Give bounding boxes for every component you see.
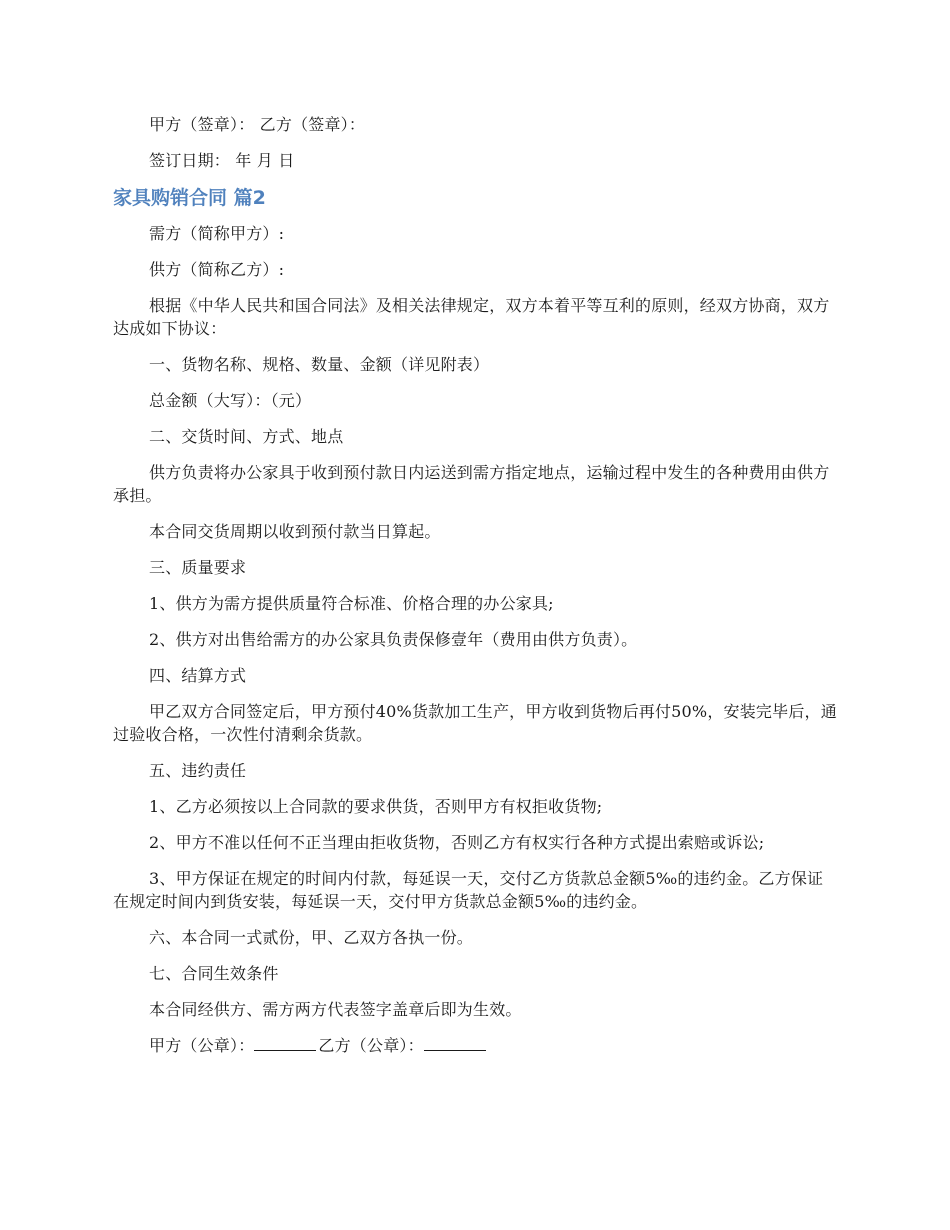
section-heading: 家具购销合同 篇2 (113, 187, 266, 209)
paragraph: 三、质量要求 (149, 558, 247, 577)
paragraph: 根据《中华人民共和国合同法》及相关法律规定，双方本着平等互利的原则，经双方协商，双方达成如下协议： (113, 296, 830, 338)
signing-date: 签订日期： 年 月 日 (149, 151, 295, 170)
party-b-blank (424, 1034, 486, 1051)
paragraph: 四、结算方式 (149, 666, 247, 685)
paragraph: 五、违约责任 (149, 761, 247, 780)
paragraph: 总金额（大写）：（元） (149, 391, 312, 410)
paragraph: 1、供方为需方提供质量符合标准、价格合理的办公家具; (149, 594, 554, 613)
party-b-seal-label: 乙方（公章）： (318, 1036, 424, 1055)
paragraph: 供方负责将办公家具于收到预付款日内运送到需方指定地点，运输过程中发生的各种费用由供方承担。 (113, 463, 830, 505)
paragraph: 1、乙方必须按以上合同款的要求供货，否则甲方有权拒收货物; (149, 797, 603, 816)
paragraph: 二、交货时间、方式、地点 (149, 427, 344, 446)
party-a-seal-label: 甲方（公章）： (149, 1036, 255, 1055)
paragraph: 2、供方对出售给需方的办公家具负责保修壹年（费用由供方负责）。 (149, 630, 638, 649)
paragraph: 六、本合同一式贰份，甲、乙双方各执一份。 (149, 928, 474, 947)
paragraph: 甲乙双方合同签定后，甲方预付40%货款加工生产，甲方收到货物后再付50%，安装完毕后，通过验收合格，一次性付清剩余货款。 (113, 702, 837, 744)
final-signature-line (113, 1034, 838, 1057)
paragraph: 本合同交货周期以收到预付款当日算起。 (149, 522, 441, 541)
paragraph: 一、货物名称、规格、数量、金额（详见附表） (149, 355, 490, 374)
document-body (113, 113, 838, 1070)
signature-line-top: 甲方（签章）： 乙方（签章）： (149, 115, 366, 134)
paragraph: 2、甲方不准以任何不正当理由拒收货物，否则乙方有权实行各种方式提出索赔或诉讼; (149, 833, 765, 852)
paragraph: 七、合同生效条件 (149, 964, 279, 983)
paragraph: 需方（简称甲方）: (149, 224, 285, 243)
paragraph: 3、甲方保证在规定的时间内付款，每延误一天，交付乙方货款总金额5‰的违约金。乙方保证在规定时间内到货安装，每延误一天，交付甲方货款总金额5‰的违约金。 (113, 869, 824, 911)
paragraph: 本合同经供方、需方两方代表签字盖章后即为生效。 (149, 1000, 522, 1019)
party-a-blank (254, 1034, 316, 1051)
paragraph: 供方（简称乙方）: (149, 260, 285, 279)
